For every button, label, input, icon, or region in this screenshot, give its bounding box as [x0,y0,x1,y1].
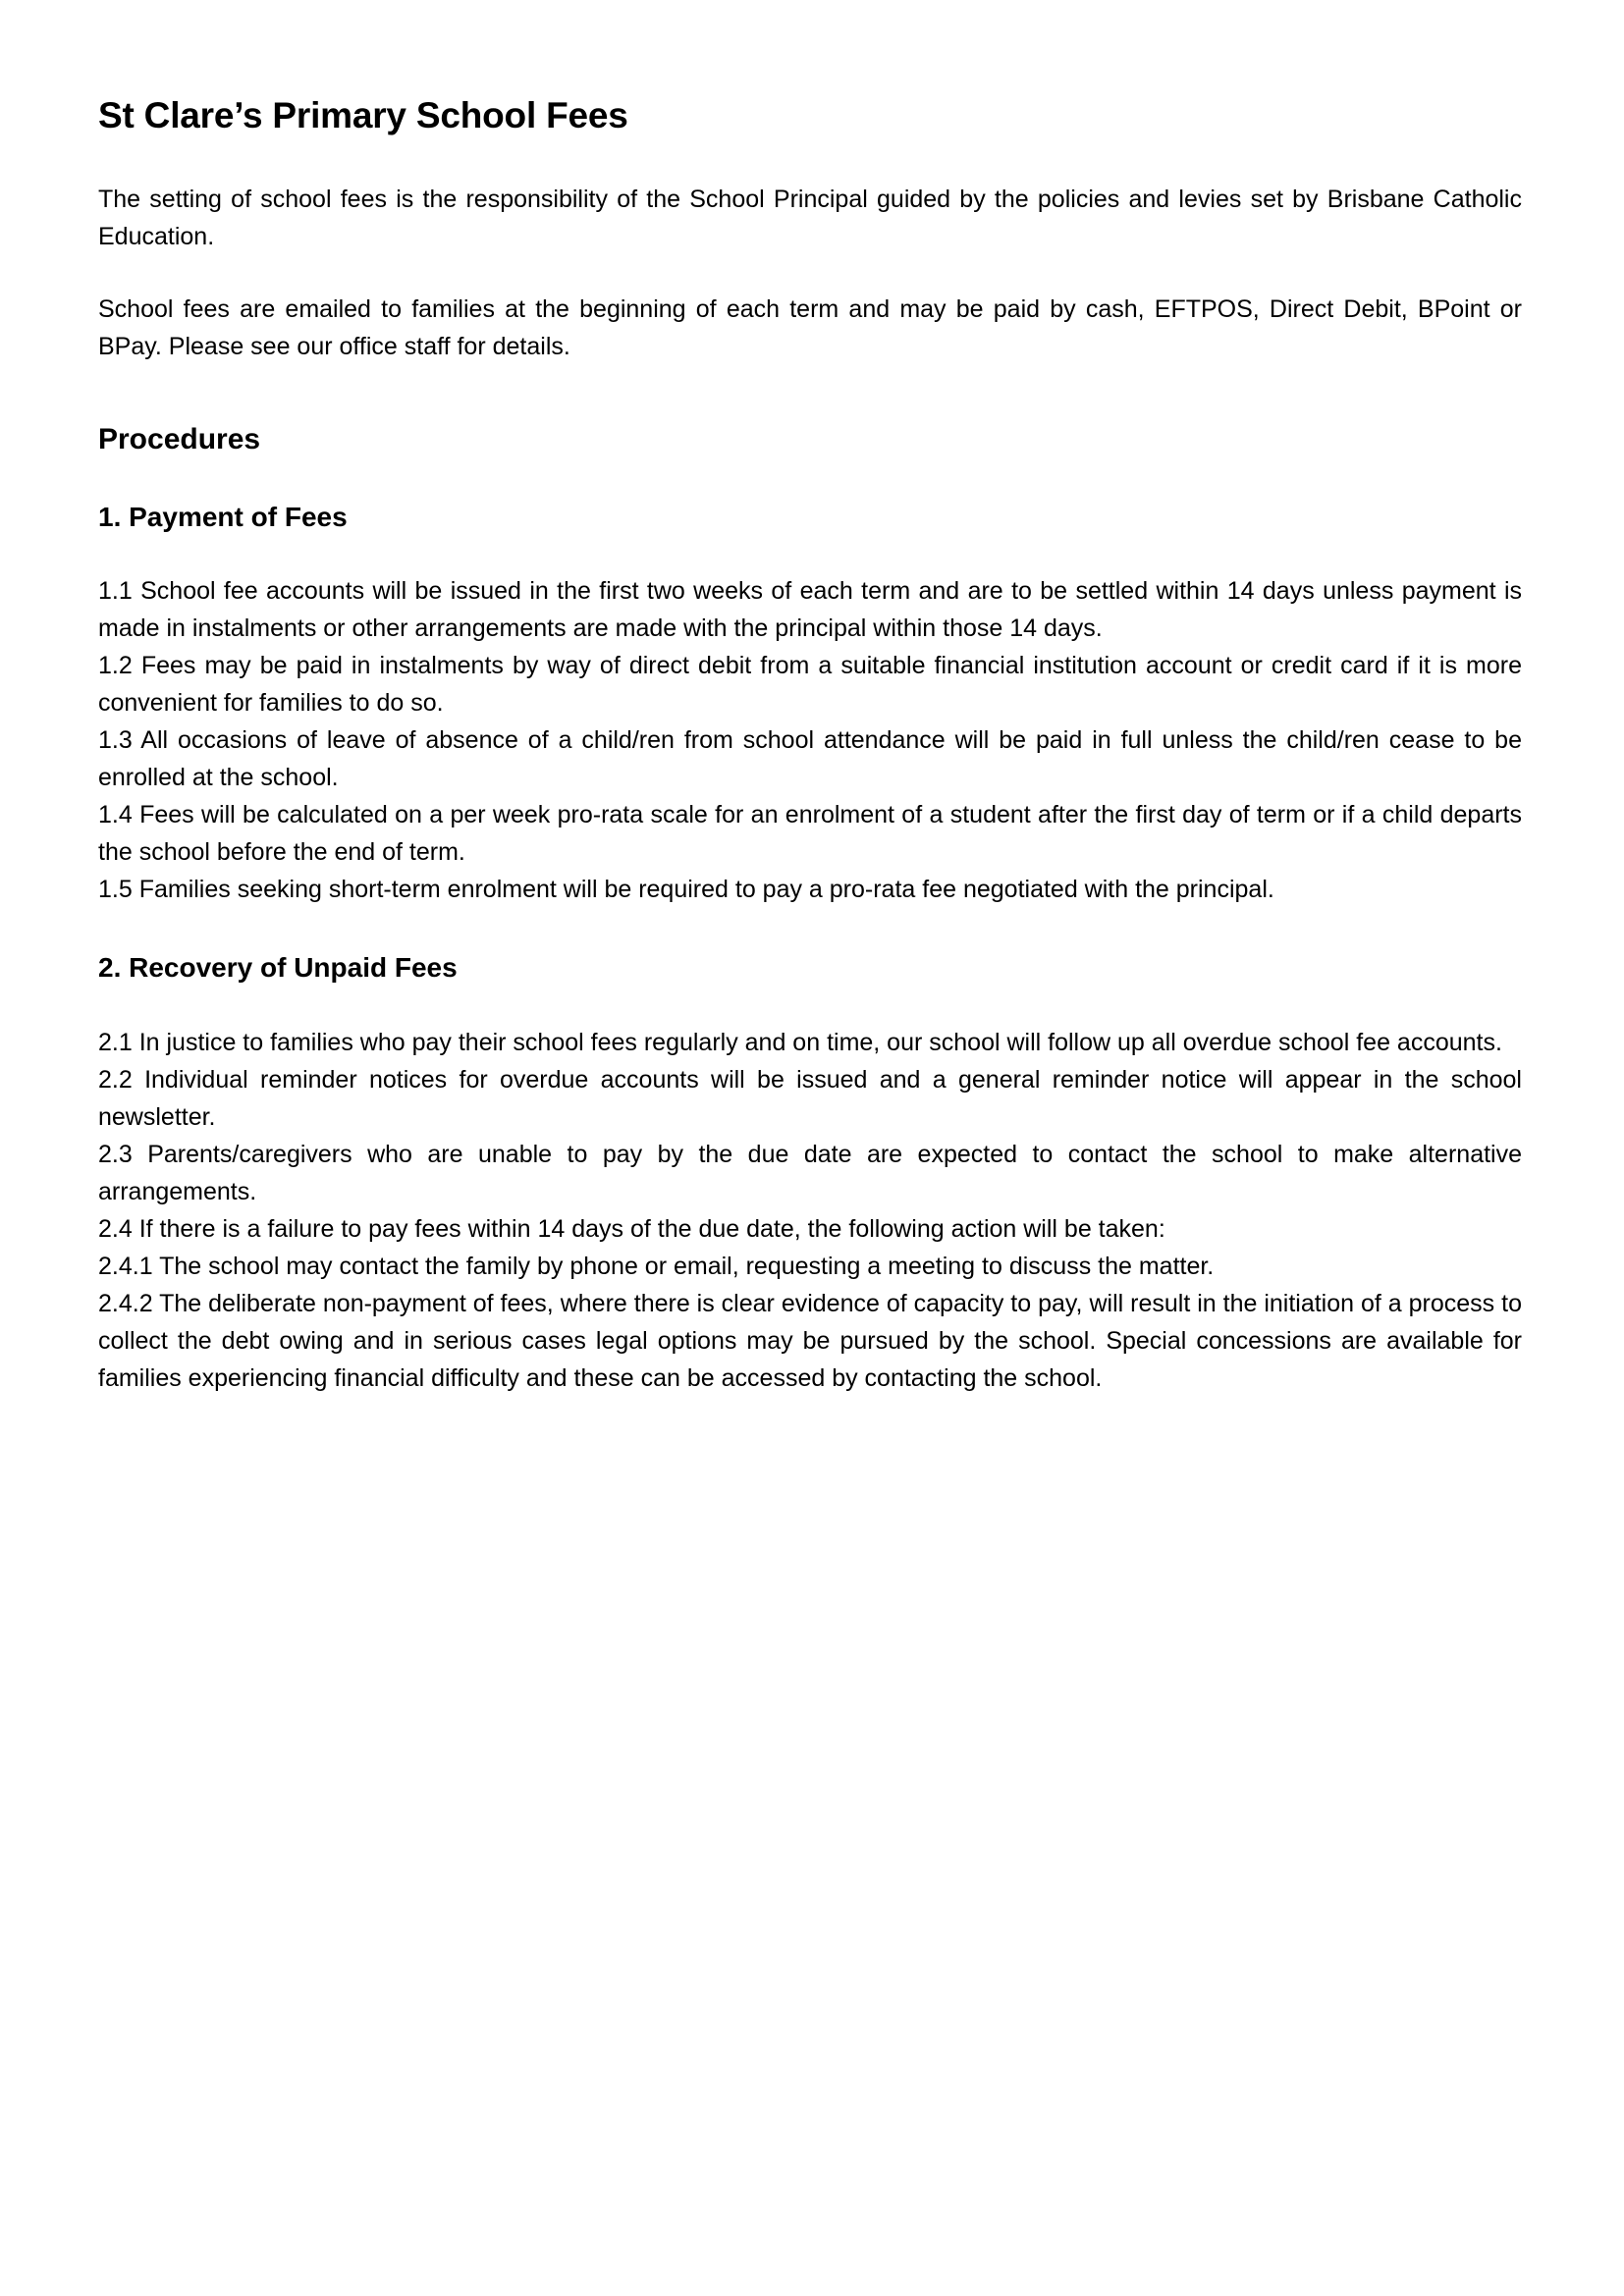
clause-1-3: 1.3 All occasions of leave of absence of a child/ren from school attendance will be paid in full unless the child/ren cease to be enrolled at the school. [98,726,1522,792]
procedures-heading: Procedures [98,422,261,455]
clause-2-4: 2.4 If there is a failure to pay fees within 14 days of the due date, the following action will be taken: [98,1214,1165,1243]
clause-1-4: 1.4 Fees will be calculated on a per week pro-rata scale for an enrolment of a student after the first day of term or if a child departs the school before the end of term. [98,801,1522,867]
clause-2-4-2: 2.4.2 The deliberate non-payment of fees, where there is clear evidence of capacity to pay, will result in the initiation of a process to collect the debt owing and in serious cases legal options may be pursued by the school. Special concessions are available for families experiencing financial difficulty and these can be accessed by contacting the school. [98,1289,1522,1392]
clause-1-5: 1.5 Families seeking short-term enrolment will be required to pay a pro-rata fee negotiated with the principal. [98,876,1274,904]
clause-2-4-1: 2.4.1 The school may contact the family by phone or email, requesting a meeting to discuss the matter. [98,1252,1215,1280]
clause-1-1: 1.1 School fee accounts will be issued in the first two weeks of each term and are to be settled within 14 days unless payment is made in instalments or other arrangements are made with the principal within those 14 days. [98,577,1522,643]
clause-2-2: 2.2 Individual reminder notices for overdue accounts will be issued and a general reminder notice will appear in the school newsletter. [98,1065,1522,1131]
clause-2-1: 2.1 In justice to families who pay their school fees regularly and on time, our school will follow up all overdue school fee accounts. [98,1028,1502,1056]
section-heading-payment-of-fees: 1. Payment of Fees [98,501,348,532]
clause-1-2: 1.2 Fees may be paid in instalments by way of direct debit from a suitable financial institution account or credit card if it is more convenient for families to do so. [98,652,1522,718]
clause-2-3: 2.3 Parents/caregivers who are unable to pay by the due date are expected to contact the school to make alternative arrangements. [98,1140,1522,1205]
section-1-clauses [98,533,1522,908]
intro-paragraph-2: School fees are emailed to families at the beginning of each term and may be paid by cash, EFTPOS, Direct Debit, BPoint or BPay. Please see our office staff for details. [98,294,1522,360]
document-body [98,0,1522,1397]
intro-paragraph-1: The setting of school fees is the responsibility of the School Principal guided by the policies and levies set by Brisbane Catholic Education. [98,185,1522,250]
section-heading-recovery-of-unpaid-fees: 2. Recovery of Unpaid Fees [98,952,458,984]
page-title: St Clare’s Primary School Fees [98,95,628,135]
section-2-clauses [98,985,1522,1397]
